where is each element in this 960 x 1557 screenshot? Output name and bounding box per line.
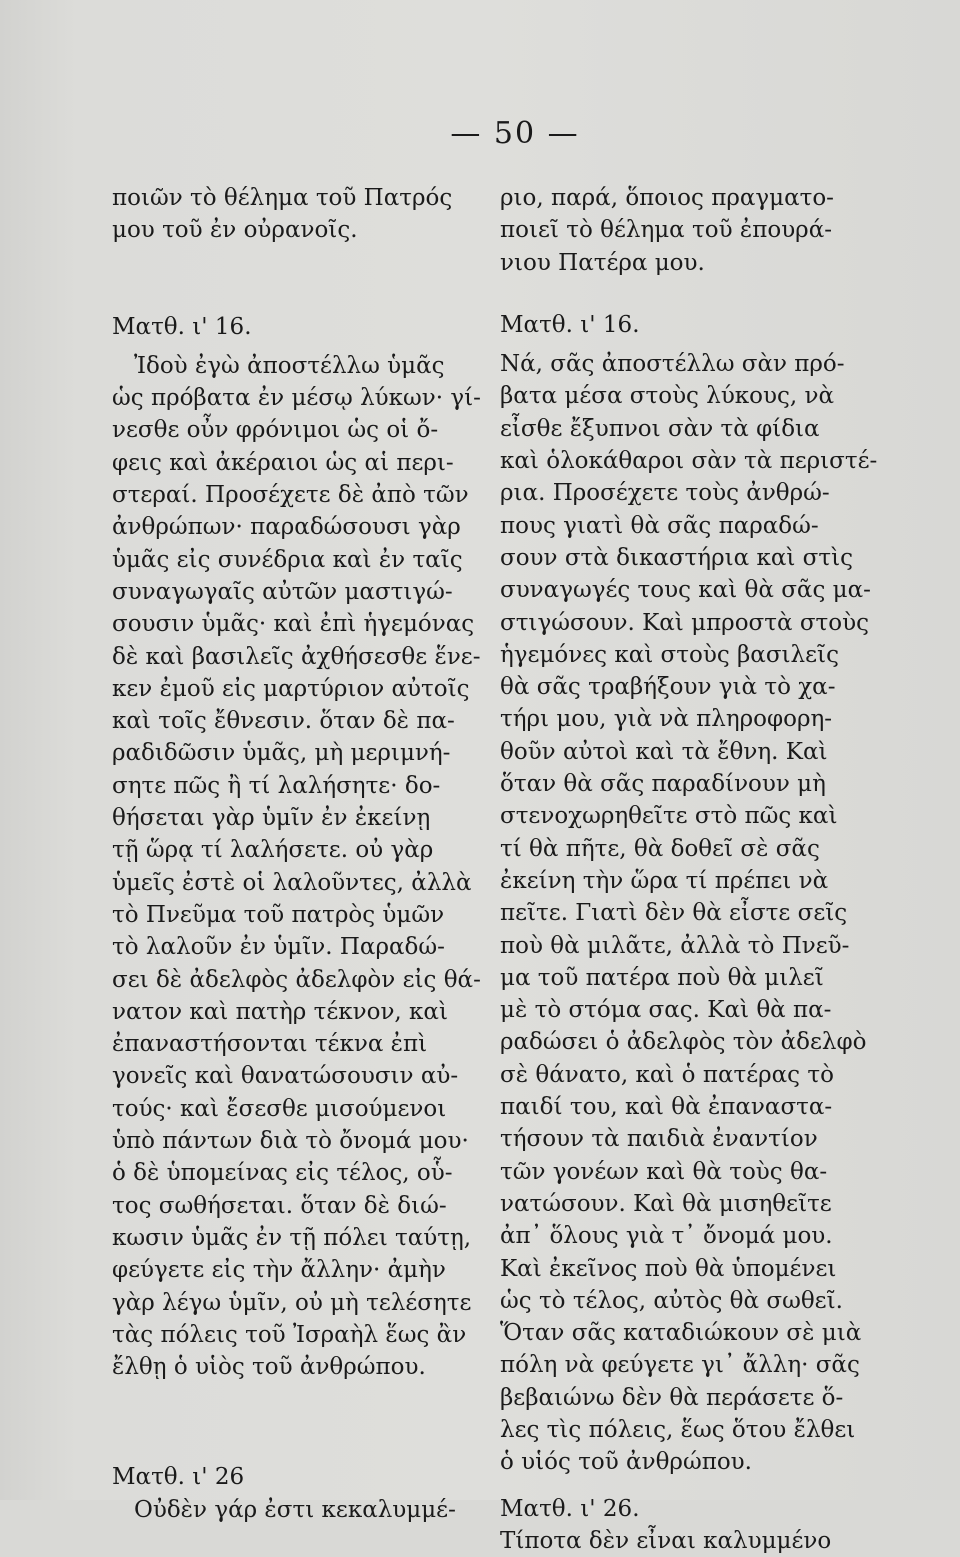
text-line: ρια. Προσέχετε τοὺς ἀνθρώ- (500, 480, 830, 507)
text-line: ὁ υἱός τοῦ ἀνθρώπου. (500, 1449, 752, 1476)
text-line: ὡς τὸ τέλος, αὐτὸς θὰ σωθεῖ. (500, 1287, 843, 1314)
right-closing-text (500, 1525, 860, 1557)
text-line: ραδιδῶσιν ὑμᾶς, μὴ μεριμνή- (112, 740, 451, 767)
text-line: ραδώσει ὁ ἀδελφὸς τὸν ἀδελφὸ (500, 1029, 867, 1056)
text-line: τήσουν τὰ παιδιὰ ἐναντίον (500, 1126, 818, 1153)
text-line: συναγωγές τους καὶ θὰ σᾶς μα- (500, 577, 871, 604)
text-line: καὶ τοῖς ἔθνεσιν. ὅταν δὲ πα- (112, 708, 455, 735)
text-line: σητε πῶς ἢ τί λαλήσητε· δο- (112, 772, 441, 799)
text-line: μὲ τὸ στόμα σας. Καὶ θὰ πα- (500, 997, 832, 1024)
verse-reference-matthew-10-16: Ματθ. ι' 16. (500, 311, 640, 338)
text-line: νιου Πατέρα μου. (500, 249, 705, 276)
text-line: τί θὰ πῆτε, θὰ δοθεῖ σὲ σᾶς (500, 835, 820, 862)
text-line: τὰς πόλεις τοῦ Ἰσραὴλ ἕως ἂν (112, 1321, 467, 1348)
text-line: νατον καὶ πατὴρ τέκνον, καὶ (112, 998, 448, 1025)
text-line: γὰρ λέγω ὑμῖν, οὐ μὴ τελέσητε (112, 1289, 472, 1316)
text-line: Καὶ ἐκεῖνος ποὺ θὰ ὑπομένει (500, 1255, 837, 1282)
text-line: τῇ ὥρᾳ τί λαλήσετε. οὐ γὰρ (112, 837, 434, 864)
text-line: τούς· καὶ ἔσεσθε μισούμενοι (112, 1095, 447, 1122)
spacer (500, 1479, 860, 1493)
text-line: ὡς πρόβατα ἐν μέσῳ λύκων· γί- (112, 385, 481, 412)
modern-greek-column (500, 182, 878, 1557)
text-line: ἀπ᾽ ὅλους γιὰ τ᾽ ὄνομά μου. (500, 1223, 833, 1250)
verse-reference-matthew-10-26: Ματθ. ι' 26 (112, 1464, 245, 1491)
text-line: σει δὲ ἀδελφὸς ἀδελφὸν εἰς θά- (112, 966, 481, 993)
text-line: θήσεται γὰρ ὑμῖν ἐν ἐκείνῃ (112, 805, 431, 832)
text-line: ὑμᾶς εἰς συνέδρια καὶ ἐν ταῖς (112, 546, 463, 573)
text-line: δὲ καὶ βασιλεῖς ἀχθήσεσθε ἕνε- (112, 643, 481, 670)
text-line: βατα μέσα στοὺς λύκους, νὰ (500, 383, 835, 410)
left-closing-text (112, 1494, 472, 1526)
right-passage-text (500, 348, 878, 1478)
page-number: — 50 — (450, 116, 580, 151)
text-line: ριο, παρά, ὅποιος πραγματο- (500, 185, 834, 211)
text-line: γονεῖς καὶ θανατώσουσιν αὐ- (112, 1063, 459, 1090)
text-line: Ὅταν σᾶς καταδιώκουν σὲ μιὰ (500, 1320, 862, 1347)
text-line: λες τὶς πόλεις, ἕως ὅτου ἔλθει (500, 1416, 856, 1443)
text-line: ἐκείνη τὴν ὥρα τί πρέπει νὰ (500, 867, 829, 894)
text-line: τος σωθήσεται. ὅταν δὲ διώ- (112, 1192, 447, 1219)
ancient-greek-column (112, 182, 481, 1526)
text-line: νατώσουν. Καὶ θὰ μισηθεῖτε (500, 1190, 832, 1217)
text-line: ἡγεμόνες καὶ στοὺς βασιλεῖς (500, 641, 839, 668)
text-line: Τίποτα δὲν εἶναι καλυμμένο (500, 1527, 832, 1554)
text-line: Νά, σᾶς ἀποστέλλω σὰν πρό- (500, 351, 845, 378)
text-line: φεύγετε εἰς τὴν ἄλλην· ἀμὴν (112, 1257, 446, 1284)
text-line: φεις καὶ ἀκέραιοι ὡς αἱ περι- (112, 449, 454, 476)
text-line: συναγωγαῖς αὐτῶν μαστιγώ- (112, 578, 453, 605)
text-line: ὑμεῖς ἐστὲ οἱ λαλοῦντες, ἀλλὰ (112, 869, 472, 896)
text-line: τὸ λαλοῦν ἐν ὑμῖν. Παραδώ- (112, 934, 445, 961)
verse-reference-matthew-10-26: Ματθ. ι' 26. (500, 1495, 640, 1522)
text-line: νεσθε οὖν φρόνιμοι ὡς οἱ ὄ- (112, 417, 439, 444)
text-line: θὰ σᾶς τραβήξουν γιὰ τὸ χα- (500, 674, 836, 701)
text-line: μου τοῦ ἐν οὐρανοῖς. (112, 217, 358, 244)
spacer (112, 1383, 472, 1461)
text-line: σουσιν ὑμᾶς· καὶ ἐπὶ ἡγεμόνας (112, 611, 475, 638)
text-line: τὸ Πνεῦμα τοῦ πατρὸς ὑμῶν (112, 901, 445, 928)
text-line: ὁ δὲ ὑπομείνας εἰς τέλος, οὗ- (112, 1160, 453, 1187)
right-intro-text (500, 182, 860, 279)
text-line: ποιῶν τὸ θέλημα τοῦ Πατρός (112, 185, 453, 211)
text-line: θοῦν αὐτοὶ καὶ τὰ ἔθνη. Καὶ (500, 738, 828, 765)
text-line: ἐπαναστήσονται τέκνα ἐπὶ (112, 1031, 428, 1058)
text-line: στεραί. Προσέχετε δὲ ἀπὸ τῶν (112, 482, 469, 509)
text-line: ποιεῖ τὸ θέλημα τοῦ ἐπουρά- (500, 217, 832, 244)
text-line: ὅταν θὰ σᾶς παραδίνουν μὴ (500, 771, 826, 798)
text-line: σὲ θάνατο, καὶ ὁ πατέρας τὸ (500, 1061, 834, 1088)
text-line: παιδί του, καὶ θὰ ἐπαναστα- (500, 1094, 833, 1121)
text-line: στενοχωρηθεῖτε στὸ πῶς καὶ (500, 803, 838, 830)
spacer (500, 279, 860, 309)
text-line: τήρι μου, γιὰ νὰ πληροφορη- (500, 706, 833, 733)
text-line: κεν ἐμοῦ εἰς μαρτύριον αὐτοῖς (112, 675, 470, 702)
left-intro-text (112, 182, 472, 247)
text-line: καὶ ὁλοκάθαροι σὰν τὰ περιστέ- (500, 448, 878, 475)
text-line: πεῖτε. Γιατὶ δὲν θὰ εἶστε σεῖς (500, 900, 848, 927)
text-line: Ἰδοὺ ἐγὼ ἀποστέλλω ὑμᾶς (134, 352, 445, 379)
text-line: ἀνθρώπων· παραδώσουσι γὰρ (112, 514, 461, 541)
left-passage-text (112, 350, 481, 1384)
spacer (112, 247, 472, 311)
text-line: Οὐδὲν γάρ ἐστι κεκαλυμμέ- (134, 1496, 456, 1523)
text-line: ποὺ θὰ μιλᾶτε, ἀλλὰ τὸ Πνεῦ- (500, 932, 850, 959)
text-line: τῶν γονέων καὶ θὰ τοὺς θα- (500, 1158, 828, 1185)
text-line: ὑπὸ πάντων διὰ τὸ ὄνομά μου· (112, 1128, 469, 1155)
text-line: βεβαιώνω δὲν θὰ περάσετε ὅ- (500, 1384, 844, 1411)
text-line: σουν στὰ δικαστήρια καὶ στὶς (500, 544, 854, 571)
text-line: ἔλθῃ ὁ υἱὸς τοῦ ἀνθρώπου. (112, 1354, 426, 1381)
text-line: πόλη νὰ φεύγετε γι᾽ ἄλλη· σᾶς (500, 1352, 860, 1379)
text-line: πους γιατὶ θὰ σᾶς παραδώ- (500, 512, 819, 539)
text-line: στιγώσουν. Καὶ μπροστὰ στοὺς (500, 609, 869, 636)
verse-reference-matthew-10-16: Ματθ. ι' 16. (112, 313, 252, 340)
text-line: εἶσθε ἔξυπνοι σὰν τὰ φίδια (500, 415, 820, 442)
text-line: μα τοῦ πατέρα ποὺ θὰ μιλεῖ (500, 964, 824, 991)
text-line: κωσιν ὑμᾶς ἐν τῇ πόλει ταύτῃ, (112, 1224, 472, 1251)
